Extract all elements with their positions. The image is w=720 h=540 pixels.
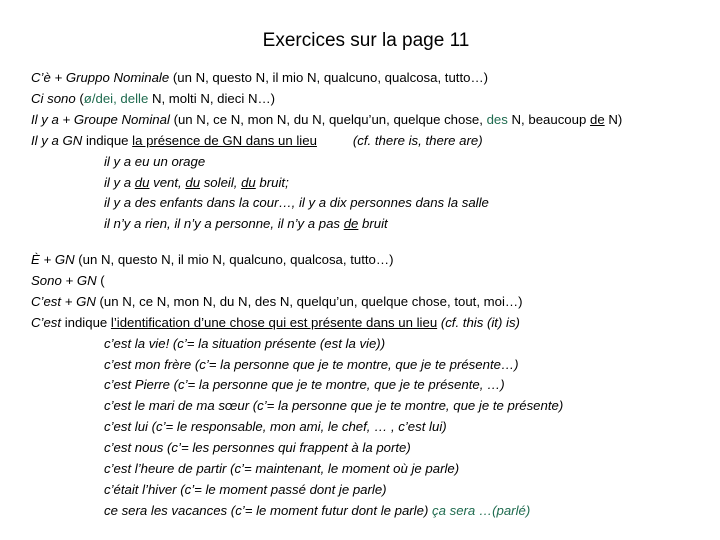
example-line (31, 501, 563, 522)
rule-body: (un N, ce N, mon N, du N, des N, quelqu’un, quelque chose, tout, moi…) (95, 293, 523, 309)
rule-head: Sono + GN (31, 272, 97, 288)
section-e-c-est (31, 250, 563, 522)
example-line: il y a eu un orage (104, 153, 206, 169)
rule-line-il-y-a-indique (31, 131, 622, 152)
rule-line-c-est-indique (31, 313, 563, 334)
rule-head: C’est + GN (31, 293, 96, 309)
rule-body: ( (96, 272, 105, 288)
example-text: il n’y a rien, il n’y a personne, il n’y a pas (104, 216, 344, 232)
underlined-definition: la présence de GN dans un lieu (132, 132, 317, 148)
rule-head: Il y a GN (31, 132, 83, 148)
example-line: c’est lui (c’= le responsable, mon ami, le chef, … , c’est lui) (104, 419, 447, 435)
rule-body: ( (75, 90, 84, 106)
green-term: ø/dei, delle (83, 90, 149, 106)
example-line: c’est le mari de ma sœur (c’= la personne que je te montre, que je te présente) (104, 398, 564, 414)
rule-head: C’è + Gruppo Nominale (31, 70, 170, 85)
english-equivalent: (cf. this (it) is) (437, 314, 520, 330)
english-equivalent: (cf. there is, there are) (352, 132, 483, 148)
example-text: ce sera les vacances (c’= le moment futur dont le parle) (104, 502, 433, 518)
rule-line-e (31, 250, 563, 271)
example-line: c’est l’heure de partir (c’= maintenant, le moment où je parle) (104, 461, 460, 477)
underlined-definition: l’identification d’une chose qui est présente dans un lieu (110, 314, 438, 330)
example-text: bruit; (255, 174, 289, 190)
example-line: c’est nous (c’= les personnes qui frappent à la porte) (104, 440, 411, 456)
underlined-term: du (134, 174, 150, 190)
rule-head: È + GN (31, 252, 75, 267)
example-line: il y a des enfants dans la cour…, il y a dix personnes dans la salle (104, 195, 489, 211)
green-term: des (486, 111, 508, 127)
rule-head: Ci sono (31, 90, 76, 106)
rule-body: (un N, questo N, il mio N, qualcuno, qualcosa, tutto…) (169, 70, 489, 85)
rule-head: C’est (31, 314, 62, 330)
example-line: c’est mon frère (c’= la personne que je te montre, que je te présente…) (104, 356, 519, 372)
example-text: vent, (149, 174, 186, 190)
section-cè-il-y-a (31, 68, 622, 235)
underlined-term: de (343, 216, 359, 232)
underlined-term: du (241, 174, 256, 190)
rule-body: indique (82, 132, 133, 148)
rule-line-c-est (31, 292, 563, 313)
example-line (31, 173, 622, 194)
underlined-term: de (589, 111, 605, 127)
rule-line-il-y-a (31, 110, 622, 131)
example-text: il y a (104, 174, 135, 190)
example-line: c’était l’hiver (c’= le moment passé dont je parle) (104, 481, 387, 497)
example-text: soleil, (200, 174, 242, 190)
rule-body: N) (604, 111, 623, 127)
example-line: c’est Pierre (c’= la personne que je te montre, que je te présente, …) (104, 377, 505, 393)
green-term: ça sera …(parlé) (432, 502, 531, 518)
rule-line-sono (31, 271, 563, 292)
rule-body: indique (61, 314, 111, 330)
rule-body: (un N, questo N, il mio N, qualcuno, qualcosa, tutto…) (74, 252, 394, 267)
rule-line-c-e (31, 68, 622, 89)
example-line (31, 214, 622, 235)
underlined-term: du (185, 174, 201, 190)
example-text: bruit (358, 216, 388, 232)
rule-line-ci-sono (31, 89, 622, 110)
example-line: c’est la vie! (c’= la situation présente (est la vie)) (104, 335, 386, 351)
page-title: Exercices sur la page 11 (262, 30, 470, 51)
rule-body: (un N, ce N, mon N, du N, quelqu’un, quelque chose, (169, 111, 487, 127)
rule-head: Il y a + Groupe Nominal (31, 111, 170, 127)
rule-body: N, molti N, dieci N…) (148, 90, 276, 106)
rule-body: N, beaucoup (507, 111, 590, 127)
